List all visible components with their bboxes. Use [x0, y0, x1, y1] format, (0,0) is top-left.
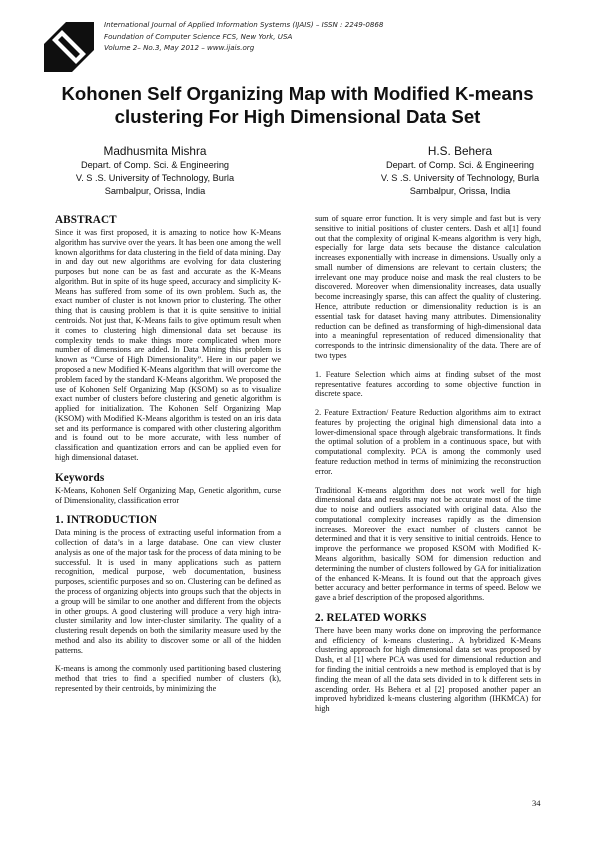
journal-header-line: International Journal of Applied Information Systems (IJAIS) – ISSN : 2249-0868: [104, 20, 384, 29]
author-university: V. S .S. University of Technology, Burla: [380, 173, 540, 184]
left-column: [55, 214, 281, 703]
introduction-heading: 1. INTRODUCTION: [55, 514, 158, 527]
author-block-1: [40, 144, 270, 198]
right-column: [315, 214, 541, 723]
abstract-heading: ABSTRACT: [55, 214, 117, 226]
author-name: Madhusmita Mishra: [103, 144, 207, 158]
keywords-heading: Keywords: [55, 471, 105, 484]
introduction-paragraph: Traditional K-means algorithm does not work well for high dimensional data and results may not be accurate most of the time due to noise and outliers associated with original data. Also the computational complexity increases rapidly as the dimension increases. Moreover the exact number of clusters cannot be determined and that it is very sensitive to initial centroids. Hence to improve the performance we proposed KSOM with Modified K-Means algorithm, basically SOM for dimension reduction and determining the number of clusters followed by GA for initialization of the enhanced K-Means. It is found out that the approach gives better accuracy and better performance in terms of speed. Below we gave a brief description of the proposed algorithms.: [315, 485, 541, 603]
journal-header-line: Volume 2– No.3, May 2012 – www.ijais.org: [104, 43, 255, 53]
related-works-heading: 2. RELATED WORKS: [315, 611, 427, 624]
author-block-2: [345, 144, 575, 198]
abstract-text: Since it was first proposed, it is amazing to notice how K-Means algorithm has survive over the years. It has been one among the well known algorithms for data clustering in the field of data mining. Day in and day out new algorithms are evolving for data clustering purposes but none can be as fast and accurate as the K-Means algorithm. But in spite of its huge speed, accuracy and simplicity K-Means has suffered from some of its own problem. Such as, the exact number of cluster is not known prior to clustering. The other thing that is causing problem is that it is quite sensitive to initial centroids. Not just that, K-Means fails to give optimum result when it comes to clustering high dimensional data set because its complexity tends to make things more complicated when more number of dimensions are added. In Data Mining this problem is known as “Curse of High Dimensionality”. Here in our paper we proposed a new Modified K-Means algorithm that will overcome the problem faced by the standard K-Means algorithm. We proposed the use of Kohonen Self Organizing Map (KSOM) so as to visualize exact number of clusters before clustering and genetic algorithm is applied for initialization. The Kohonen Self Organizing Map (KSOM) with Modified K-Means algorithm is tested on an iris data set and its performance is compared with other clustering algorithm and is found out to be more accurate, with less number of classification and quantization errors and can be applied even for high dimensional dataset.: [55, 228, 282, 462]
journal-header: [104, 19, 383, 54]
introduction-paragraph: K-means is among the commonly used partitioning based clustering method that tries to find a specified number of clusters (k), represented by their centroids, by minimizing the: [55, 664, 281, 694]
author-name: H.S. Behera: [427, 144, 493, 158]
introduction-paragraph: 2. Feature Extraction/ Feature Reduction algorithms aim to extract features by projecting the original high dimensional data into a lower-dimensional space through algebraic transformations. It finds the optimal solution of a problem in a continuous space, but with computational complexity. PCA is among the commonly used feature reduction method in terms of minimizing the reconstruction error.: [315, 408, 541, 476]
author-department: Depart. of Comp. Sci. & Engineering: [385, 160, 535, 170]
introduction-paragraph: Data mining is the process of extracting useful information from a collection of data’s in a large database. One can view cluster analysis as one of the major task for the process of data mining to be successful. It is used in many applications such as pattern recognition, medical purpose, web documentation, business purposes, scientific purposes and so on. Clustering can be defined as the process of organizing objects into groups such that the objects in a group will be similar to one another and different from the objects in other groups. A good clustering will produce a very high intra-cluster similarity and low inter-cluster similarity. The quality of a clustering result depends on both the similarity measure used by the method and also its ability to discover some or all of the hidden patterns.: [55, 528, 281, 655]
author-university: V. S .S. University of Technology, Burla: [75, 173, 235, 184]
introduction-paragraph: 1. Feature Selection which aims at finding subset of the most representative features according to some objective function in discrete space.: [315, 369, 541, 399]
author-department: Depart. of Comp. Sci. & Engineering: [80, 160, 230, 170]
paper-title: [0, 82, 595, 128]
related-works-text: There have been many works done on improving the performance and efficiency of k-means clustering.. A hybridized K-Means clustering approach for high dimensional data set was proposed by Dash, et al [1] where PCA was used for dimensional reduction and for finding the initial centroids a new method is employed that is by finding the mean of all the data sets divided in to k different sets in ascending order. Hs Behera et al [2] proposed another paper an improved hybridized k-means clustering algorithm (IHKMCA) for high: [315, 625, 541, 714]
journal-header-line: Foundation of Computer Science FCS, New York, USA: [104, 31, 293, 41]
keywords-text: K-Means, Kohonen Self Organizing Map, Genetic algorithm, curse of Dimensionality, classification error: [55, 485, 281, 505]
author-location: Sambalpur, Orissa, India: [409, 186, 511, 197]
page-number: 34: [532, 798, 541, 808]
journal-logo: [44, 22, 94, 72]
paper-title-line: Kohonen Self Organizing Map with Modified K-means: [61, 83, 534, 104]
author-location: Sambalpur, Orissa, India: [104, 186, 206, 197]
introduction-paragraph: sum of square error function. It is very simple and fast but is very sensitive to initial positions of cluster centers. Dash et al[1] found out that the complexity of original K-means algorithm is very high, especially for large data sets because the distance calculation increases exponentially with increase in dimensions. Usually only a small number of dimensions are relevant to certain clusters; the irrelevant one may produce noise and mask the real clusters to be discovered. Moreover when dimensionality increases, data usually become increasingly sparse, this can affect the quality of clustering. Hence, attribute reduction or dimensionality reduction is is an essential task for dataset having many attributes. Dimensionality reduction can be defined as transforming of high-dimensional data into a meaningful representation of reduced dimensionality that corresponds to the intrinsic dimensionality of the data. There are of two types: [315, 214, 541, 360]
paper-title-line: clustering For High Dimensional Data Set: [114, 106, 481, 127]
